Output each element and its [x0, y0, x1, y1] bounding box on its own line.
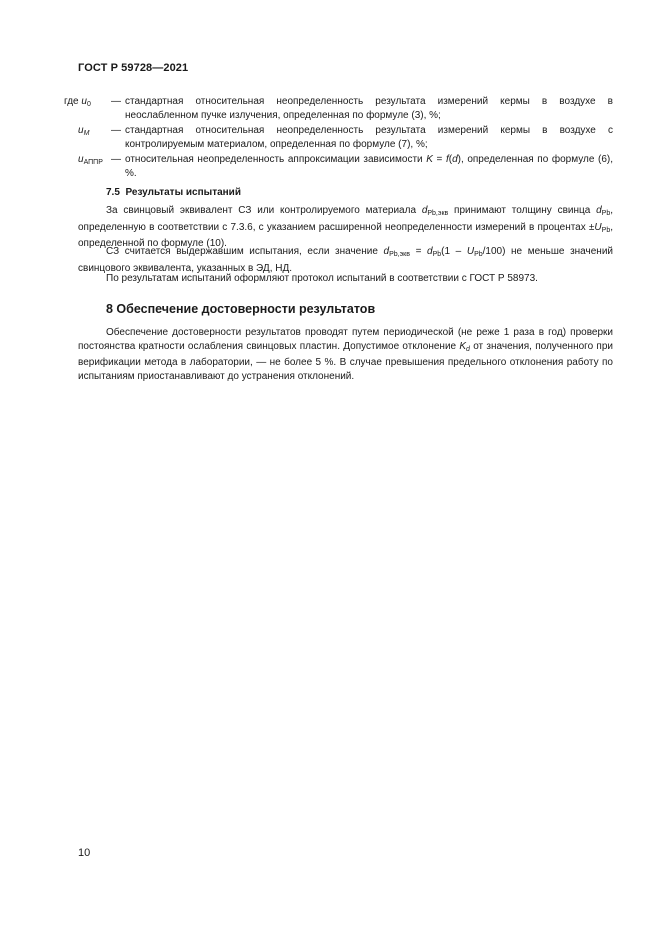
paragraph-passed-condition: СЗ считается выдержавшим испытания, если значение $d_{Pb,экв} = d_{Pb}(1 - U_{Pb}/100)$ не меньше значений свинцового эквивалента, указанных в ЭД, НД. [78, 246, 613, 274]
paragraph-reliability: Обеспечение достоверности результатов проводят путем периодической (не реже 1 раза в год) проверки постоянства кратности ослабления свинцовых пластин. Допустимое отклонение $K_d$ от значения, полученного при верификации метода в лаборатории, — не более 5 %. В случае превышения предельного отклонения работу по испытаниям приостанавливают до устранения отклонений. [78, 327, 613, 382]
definition-symbol: $u_{АППР}$ [78, 154, 103, 166]
page-number: 10 [78, 847, 91, 859]
definition-um [78, 124, 613, 151]
section-7-5-heading: 7.5 Результаты испытаний [106, 187, 241, 198]
section-8-heading: 8 Обеспечение достоверности результатов [106, 302, 376, 316]
definitions-list [64, 95, 613, 182]
paragraph-lead-equivalent: За свинцовый эквивалент СЗ или контролируемого материала $d_{Pb,экв}$ принимают толщину свинца $d_{Pb}$, определенную в соответствии с 7.3.6, с указанием расширенной неопределенности измерений в процентах $\pm U_{Pb}$, определенной по формуле (10). [78, 205, 613, 249]
definition-text: стандартная относительная неопределенность результата измерений кермы в воздухе в неослабленном пучке излучения, определенная по формуле (3), %; [125, 96, 613, 121]
definition-dash: — [111, 125, 121, 136]
definition-u0 [64, 95, 613, 122]
paragraph-protocol: По результатам испытаний оформляют протокол испытаний в соответствии с ГОСТ Р 58973. [106, 273, 538, 284]
definition-symbol: где $u_0$ [64, 96, 91, 108]
definition-text: стандартная относительная неопределенность результата измерений кермы в воздухе с контролируемым материалом, определенная по формуле (7), %; [125, 125, 613, 150]
definition-dash: — [111, 154, 121, 165]
definition-dash: — [111, 96, 121, 107]
definition-symbol: $u_M$ [78, 125, 90, 137]
definition-text: относительная неопределенность аппроксимации зависимости K = f(d), определенная по формуле (6), %. [125, 154, 613, 179]
page-header-standard-number: ГОСТ Р 59728—2021 [78, 62, 189, 74]
definition-uappr [78, 153, 613, 180]
